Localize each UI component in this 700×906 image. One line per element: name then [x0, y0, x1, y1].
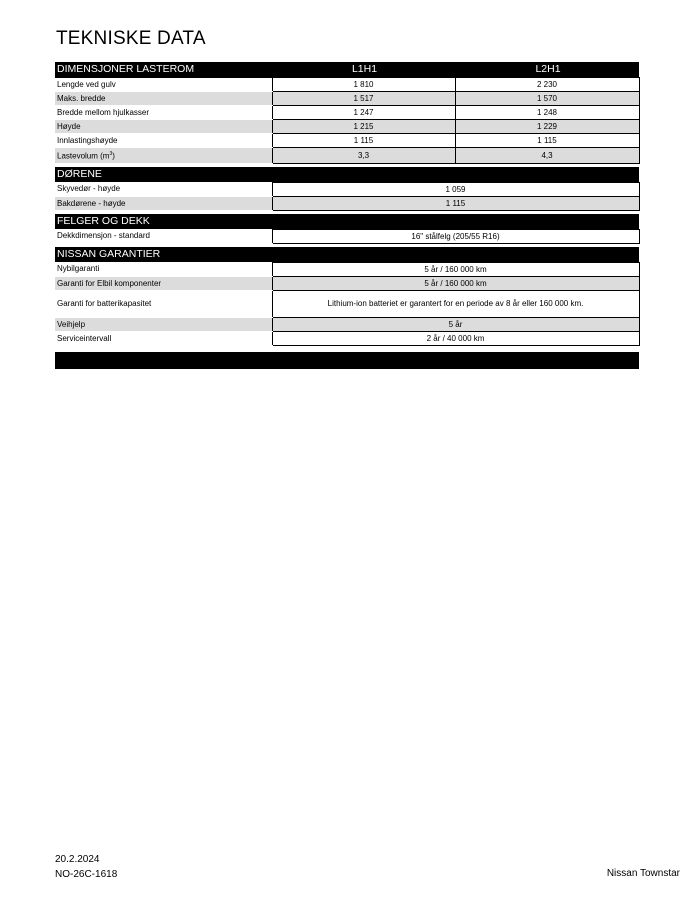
table-row	[55, 106, 639, 120]
row-value: 1 517	[272, 92, 455, 106]
row-label: Veihjelp	[55, 317, 272, 331]
footer-model: Nissan Townstar	[606, 868, 680, 879]
footer-code: NO-26C-1618	[55, 869, 118, 880]
row-label: Innlastingshøyde	[55, 134, 272, 148]
table-row	[55, 182, 639, 196]
row-value: 4,3	[455, 148, 639, 164]
column-l1h1: L1H1	[272, 62, 455, 78]
table-row	[55, 78, 639, 92]
table-row	[55, 120, 639, 134]
row-label: Lengde ved gulv	[55, 78, 272, 92]
row-label: Bredde mellom hjulkasser	[55, 106, 272, 120]
row-label: Bakdørene - høyde	[55, 196, 272, 210]
row-label: Maks. bredde	[55, 92, 272, 106]
doors-header-row	[55, 167, 639, 183]
row-label: Dekkdimensjon - standard	[55, 229, 272, 243]
row-value: 1 247	[272, 106, 455, 120]
table-row	[55, 134, 639, 148]
row-value: Lithium-ion batteriet er garantert for en periode av 8 år eller 160 000 km.	[272, 290, 639, 317]
dimensions-header: DIMENSJONER LASTEROM	[55, 62, 272, 78]
row-label: Høyde	[55, 120, 272, 134]
row-value: 1 810	[272, 78, 455, 92]
row-label: Garanti for Elbil komponenter	[55, 276, 272, 290]
row-value: 1 215	[272, 120, 455, 134]
row-value: 1 229	[455, 120, 639, 134]
column-l2h1: L2H1	[455, 62, 639, 78]
row-value: 1 115	[272, 134, 455, 148]
footer-bar	[55, 352, 639, 369]
row-value: 1 570	[455, 92, 639, 106]
table-row	[55, 196, 639, 210]
table-row	[55, 290, 639, 317]
row-value: 5 år / 160 000 km	[272, 262, 639, 276]
row-label: Serviceintervall	[55, 331, 272, 345]
table-row	[55, 148, 639, 164]
wheels-header: FELGER OG DEKK	[55, 214, 639, 230]
warranty-header: NISSAN GARANTIER	[55, 247, 639, 263]
table-row	[55, 92, 639, 106]
table-row	[55, 229, 639, 243]
row-label: Nybilgaranti	[55, 262, 272, 276]
row-label: Garanti for batterikapasitet	[55, 290, 272, 317]
row-value: 1 115	[272, 196, 639, 210]
row-value: 1 115	[455, 134, 639, 148]
row-label: Skyvedør - høyde	[55, 182, 272, 196]
table-row	[55, 262, 639, 276]
spec-table	[55, 62, 639, 346]
footer-date: 20.2.2024	[55, 854, 100, 865]
row-value: 1 248	[455, 106, 639, 120]
row-value: 1 059	[272, 182, 639, 196]
dimensions-header-row	[55, 62, 639, 78]
doors-header: DØRENE	[55, 167, 639, 183]
footer-left	[55, 852, 117, 882]
row-value: 5 år	[272, 317, 639, 331]
row-value: 2 år / 40 000 km	[272, 331, 639, 345]
row-label: Lastevolum $(m^3)$	[55, 148, 272, 164]
row-value: 5 år / 160 000 km	[272, 276, 639, 290]
row-value: 16" stålfelg (205/55 R16)	[272, 229, 639, 243]
row-value: 3,3	[272, 148, 455, 164]
table-row	[55, 317, 639, 331]
table-row	[55, 331, 639, 345]
wheels-header-row	[55, 214, 639, 230]
table-row	[55, 276, 639, 290]
page-title: TEKNISKE DATA	[56, 28, 206, 49]
row-value: 2 230	[455, 78, 639, 92]
warranty-header-row	[55, 247, 639, 263]
